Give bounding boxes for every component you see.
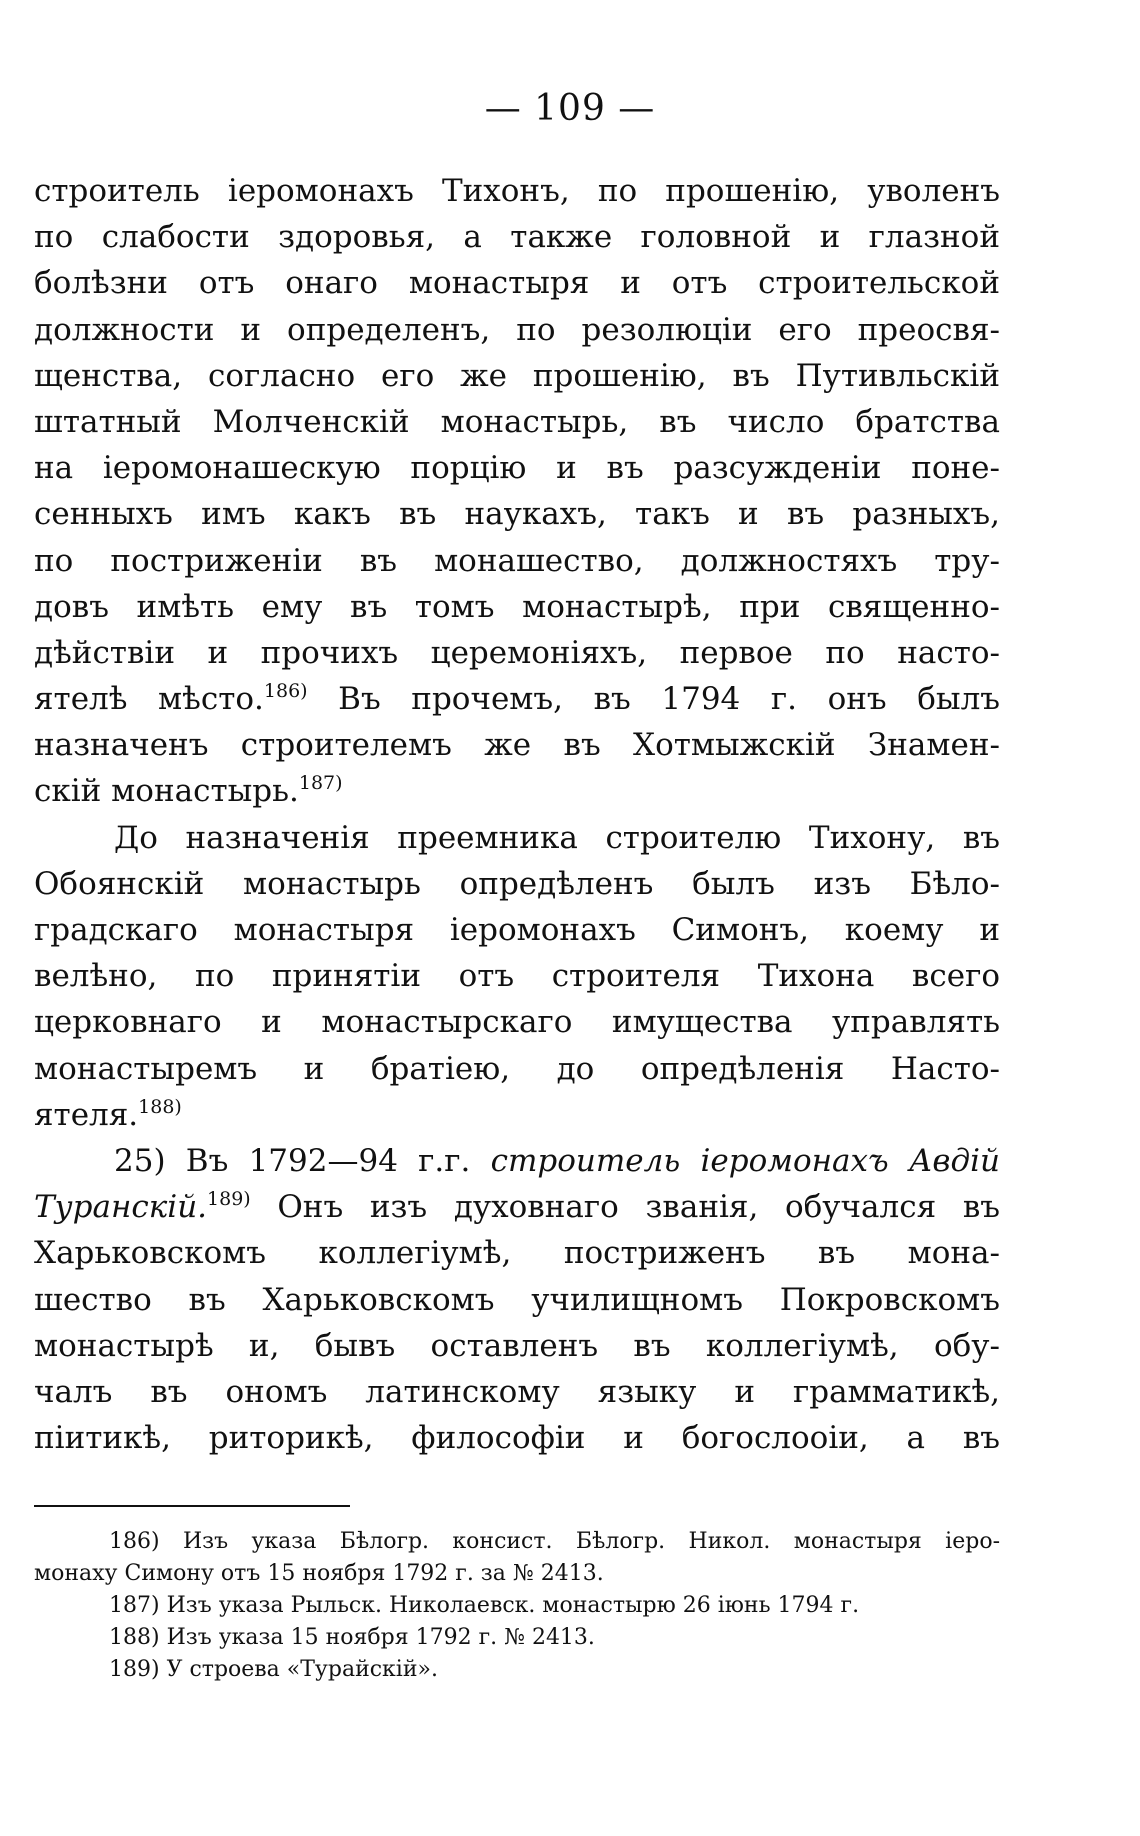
text-line <box>34 722 1000 768</box>
line-text: монастыремъ и братіею, до опредѣленія Насто- <box>34 1050 1000 1087</box>
footnote-text: 186) Изъ указа Бѣлогр. консист. Бѣлогр. Никол. монастыря іеро- <box>109 1529 1000 1554</box>
text-line <box>34 538 1000 584</box>
italic-text: Туранскій. <box>34 1189 208 1226</box>
text-line <box>34 1277 1000 1323</box>
text-line <box>34 953 1000 999</box>
footnote-line <box>34 1526 1000 1558</box>
text-line <box>34 907 1000 953</box>
line-text: дѣйствіи и прочихъ церемоніяхъ, первое по насто- <box>34 634 1000 671</box>
footnote-text: 187) Изъ указа Рыльск. Николаевск. монастырю 26 іюнь 1794 г. <box>109 1593 860 1618</box>
footnotes <box>34 1526 1000 1686</box>
text-line <box>34 1092 1000 1138</box>
text-line <box>34 1184 1000 1230</box>
line-text: піитикѣ, риторикѣ, философіи и богослооіи, а въ <box>34 1420 1000 1457</box>
line-text: ятеля. <box>34 1096 139 1133</box>
line-text: должности и определенъ, по резолюціи его преосвя- <box>34 311 1000 348</box>
footnote-text: монаху Симону отъ 15 ноября 1792 г. за № 2413. <box>34 1561 604 1586</box>
line-text: скій монастырь. <box>34 773 299 810</box>
text-line <box>34 1138 1000 1184</box>
line-text: болѣзни отъ онаго монастыря и отъ строительской <box>34 265 1000 302</box>
text-line <box>34 815 1000 861</box>
text-line <box>34 445 1000 491</box>
page-number: — 109 — <box>484 88 656 129</box>
footnote-text: 188) Изъ указа 15 ноября 1792 г. № 2413. <box>109 1625 595 1650</box>
footnote-line <box>34 1654 1000 1686</box>
text-line <box>34 491 1000 537</box>
line-text: 25) Въ 1792—94 г.г. <box>114 1142 491 1179</box>
text-line <box>34 214 1000 260</box>
line-text: чалъ въ ономъ латинскому языку и грамматикѣ, <box>34 1373 1000 1410</box>
footnote-line <box>34 1558 1000 1590</box>
text-line <box>34 630 1000 676</box>
line-text: шество въ Харьковскомъ училищномъ Покровскомъ <box>34 1281 1000 1318</box>
footnote-reference: 188) <box>138 1095 182 1118</box>
text-line <box>34 399 1000 445</box>
text-line <box>34 861 1000 907</box>
text-line <box>34 168 1000 214</box>
footnote-reference: 189) <box>207 1188 251 1211</box>
text-line <box>34 1323 1000 1369</box>
text-line <box>34 307 1000 353</box>
text-line <box>34 768 1000 814</box>
line-text: ятелѣ мѣсто. <box>34 681 264 718</box>
line-text: строитель іеромонахъ Тихонъ, по прошенію, уволенъ <box>34 173 1000 209</box>
text-line <box>34 1415 1000 1461</box>
line-text: назначенъ строителемъ же въ Хотмыжскій Знамен- <box>34 727 1000 764</box>
line-text: церковнаго и монастырскаго имущества управлять <box>34 1004 1000 1041</box>
text-line <box>34 353 1000 399</box>
line-text: на іеромонашескую порцію и въ разсужденіи поне- <box>34 450 1000 487</box>
line-text: щенства, согласно его же прошенію, въ Путивльскій <box>34 357 1000 394</box>
text-line <box>34 999 1000 1045</box>
line-text-continued: Въ прочемъ, въ 1794 г. онъ былъ <box>307 681 1000 718</box>
footnote-reference: 187) <box>298 772 343 795</box>
body-text <box>34 168 1000 1461</box>
footnote-separator <box>34 1505 350 1507</box>
text-line <box>34 1046 1000 1092</box>
line-text: До назначенія преемника строителю Тихону, въ <box>114 819 1000 856</box>
line-text: довъ имѣть ему въ томъ монастырѣ, при священно- <box>34 588 1000 625</box>
text-line <box>34 1230 1000 1276</box>
line-text: Обоянскій монастырь опредѣленъ былъ изъ Бѣло- <box>34 865 1000 902</box>
line-text: сенныхъ имъ какъ въ наукахъ, такъ и въ разныхъ, <box>34 496 1000 533</box>
line-text: Харьковскомъ коллегіумѣ, постриженъ въ мона- <box>34 1235 1000 1272</box>
text-line <box>34 260 1000 306</box>
line-text: по постриженіи въ монашество, должностяхъ тру- <box>34 542 1000 579</box>
footnote-line <box>34 1590 1000 1622</box>
text-line <box>34 584 1000 630</box>
line-text: монастырѣ и, бывъ оставленъ въ коллегіумѣ, обу- <box>34 1327 1000 1364</box>
footnote-text: 189) У строева «Турайскій». <box>109 1657 438 1682</box>
footnote-reference: 186) <box>263 680 308 703</box>
line-text: градскаго монастыря іеромонахъ Симонъ, коему и <box>34 912 1000 948</box>
italic-text: строитель іеромонахъ Авдій <box>490 1142 1000 1179</box>
line-text: штатный Молченскій монастырь, въ число братства <box>34 403 1000 440</box>
text-line <box>34 676 1000 722</box>
footnote-line <box>34 1622 1000 1654</box>
line-text: по слабости здоровья, а также головной и глазной <box>34 219 1000 256</box>
line-text-continued: Онъ изъ духовнаго званія, обучался въ <box>250 1189 1000 1226</box>
line-text: велѣно, по принятіи отъ строителя Тихона всего <box>34 958 1000 995</box>
text-line <box>34 1369 1000 1415</box>
